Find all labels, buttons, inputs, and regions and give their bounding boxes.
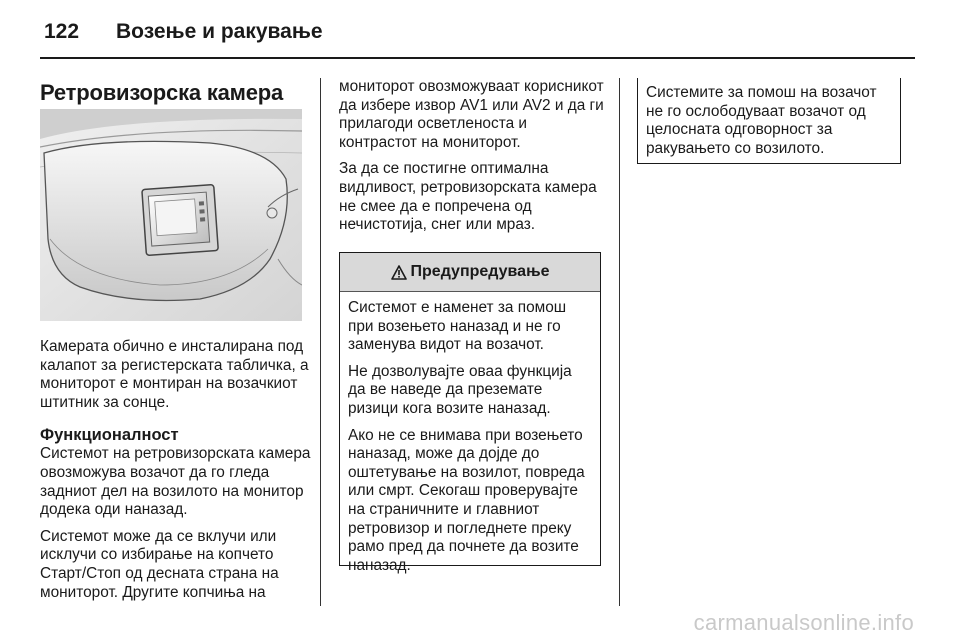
warning-triangle-icon [391,265,407,280]
warning-title: Предупредување [410,263,550,280]
column-left-text [40,338,312,610]
section-title: Ретровизорска камера [40,80,284,105]
page-number: 122 [44,20,80,43]
watermark[interactable]: carmanualsonline.info [693,610,914,635]
warning-header [340,253,600,292]
column-divider-left [320,78,321,606]
sun-visor-monitor-illustration [40,109,302,321]
visibility-paragraph: За да се постигне оптимална видливост, ретровизорската камера не смее да е попречена од нечистотија, снег или мраз. [339,160,597,234]
warning-paragraph-1: Системот е наменет за помош при возењето наназад и не го заменува видот на возачот. [348,299,567,354]
column-divider-right [619,78,620,606]
warning-box [339,252,601,574]
column-middle-text [339,78,609,243]
note-text: Системите за помош на возачот не го ослободуваат возачот од целосната одговорност за ракувањето со возилото. [646,84,877,157]
warning-paragraph-3: Ако не се внимава при возењето наназад, може да дојде до оштетување на возилот, повреда или смрт. Секогаш проверувајте на страничните и главниот ретровизор и погледнете преку рамо пред да почнете да возите наназад. [348,426,585,574]
controls-paragraph: Системот може да се вклучи или исклучи со избирање на копчето Старт/Стоп од десната страна на мониторот. Другите копчиња на [40,527,279,601]
controls-continued-paragraph: мониторот овозможуваат корисникот да избере извор AV1 или AV2 и да ги прилагоди осветленоста и контрастот на мониторот. [339,78,604,151]
functionality-heading: Функционалност [40,426,179,445]
warning-paragraph-2: Не дозволувајте оваа функција да ве наведе да преземате ризици кога возите наназад. [348,362,572,417]
header-rule [40,57,915,59]
functionality-paragraph: Системот на ретровизорската камера овозможува возачот да го гледа задниот дел на возилото на монитор додека оди наназад. [40,445,311,519]
warning-body [340,292,600,575]
running-title: Возење и ракување [116,20,323,43]
note-box [637,78,901,164]
intro-paragraph: Камерата обично е инсталирана под калапот за регистерската табличка, а мониторот е монтиран на возачкиот штитник за сонце. [40,338,309,411]
